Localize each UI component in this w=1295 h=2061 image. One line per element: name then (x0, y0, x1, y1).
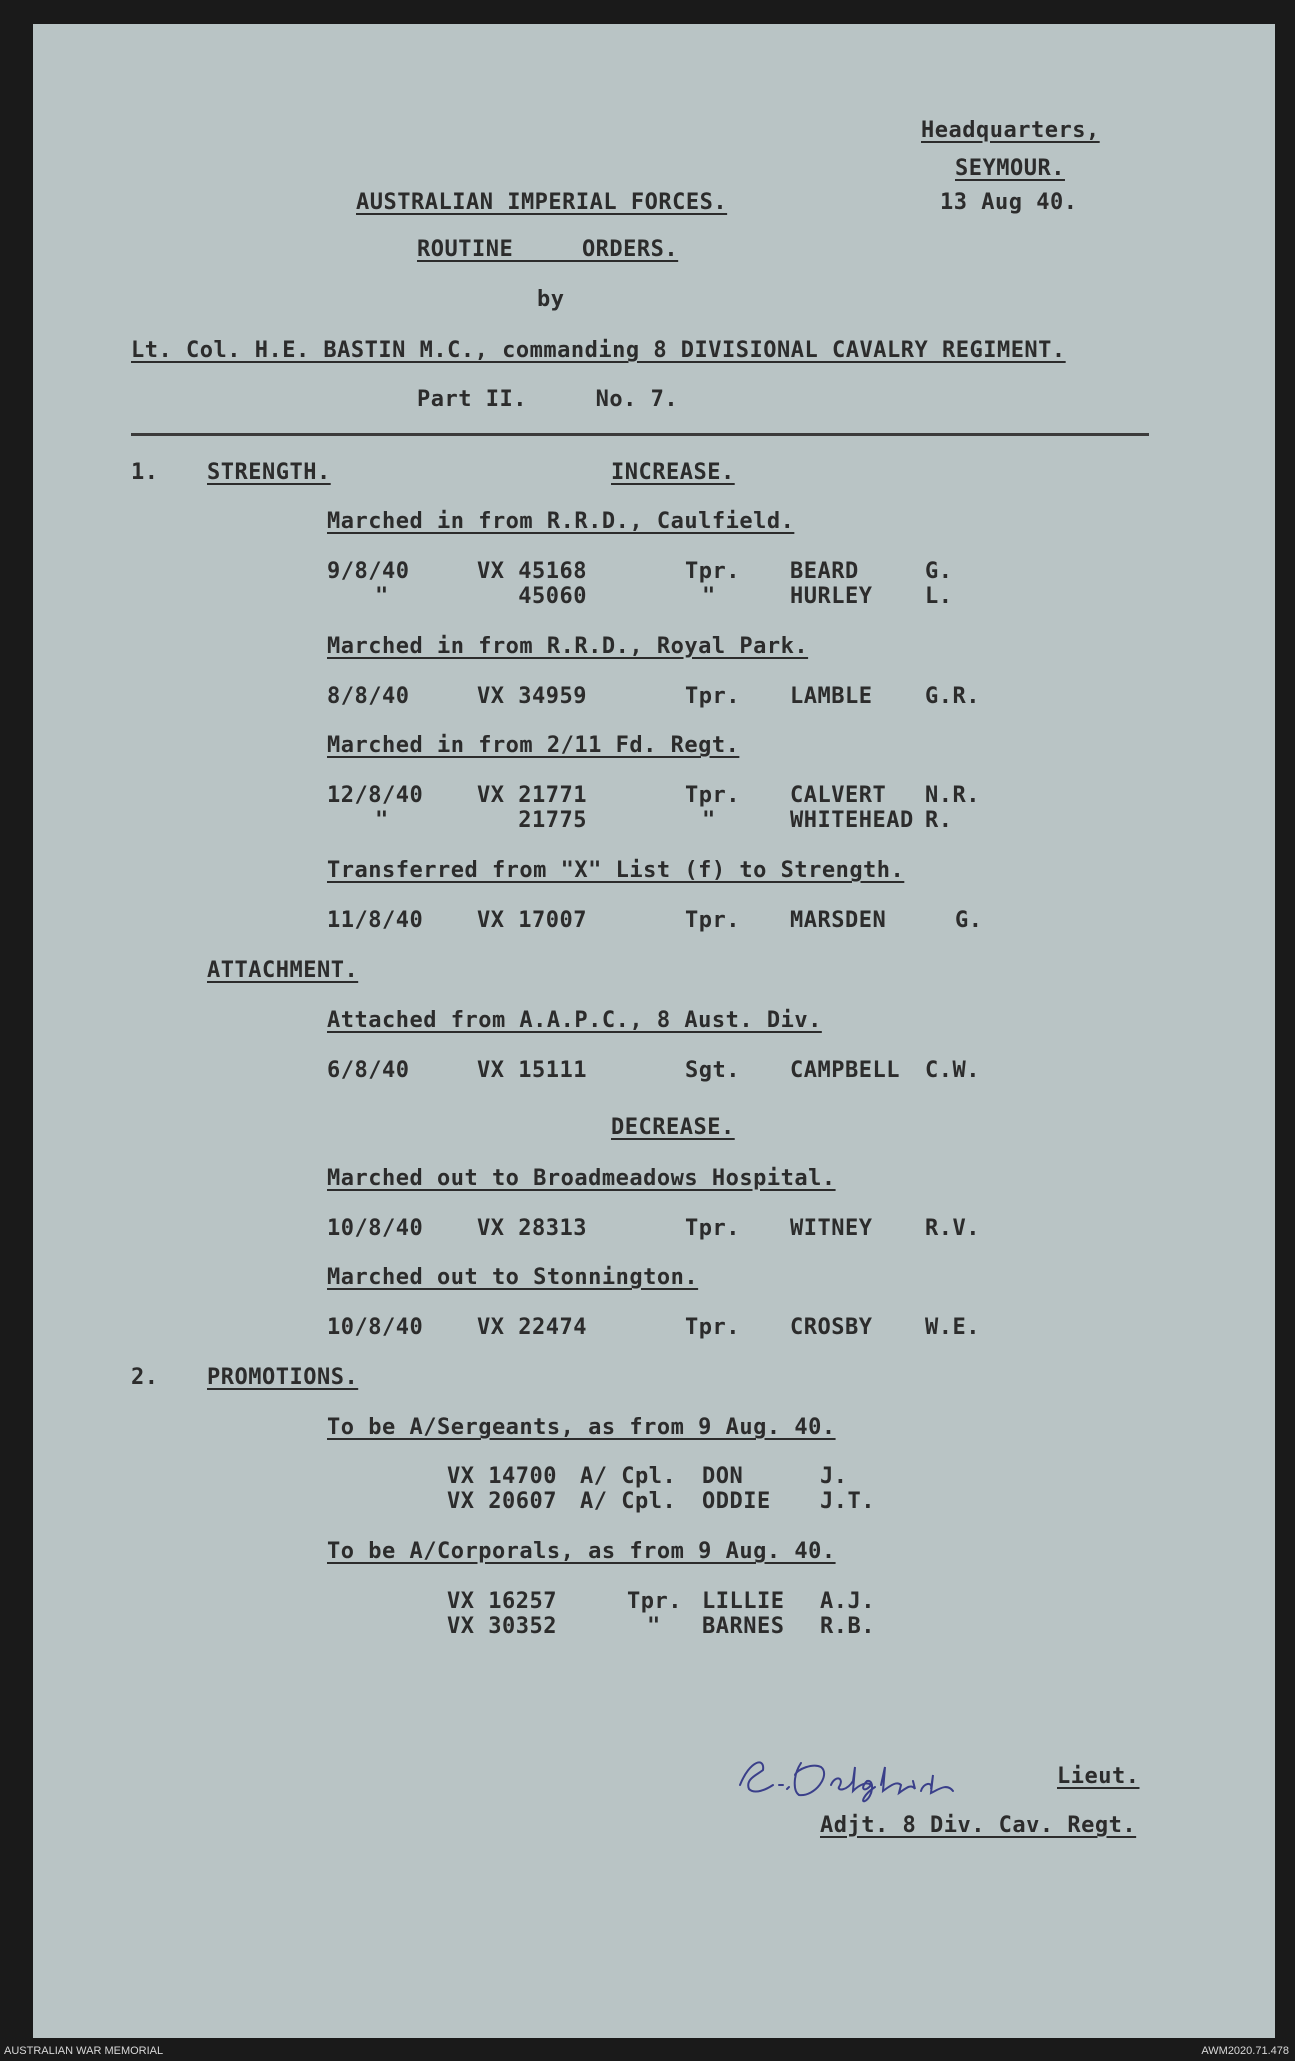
row-number: VX 15111 (477, 1058, 587, 1083)
row-name: HURLEY (790, 584, 873, 609)
header-force: AUSTRALIAN IMPERIAL FORCES. (356, 190, 728, 215)
section-2-number: 2. (131, 1365, 159, 1390)
row-rank: " (647, 1614, 661, 1639)
attachment-heading: ATTACHMENT. (207, 958, 359, 983)
row-number: VX 28313 (477, 1216, 587, 1241)
footer-right: AWM2020.71.478 (1201, 2045, 1289, 2057)
row-initials: W.E. (925, 1315, 980, 1340)
row-initials: C.W. (925, 1058, 980, 1083)
row-date: 10/8/40 (327, 1315, 424, 1340)
row-rank: " (702, 808, 716, 833)
row-rank: Tpr. (685, 559, 740, 584)
row-date: " (375, 584, 389, 609)
decrease-heading: DECREASE. (611, 1115, 735, 1140)
row-rank: " (702, 584, 716, 609)
row-number: VX 17007 (477, 908, 587, 933)
row-initials: R. (925, 808, 953, 833)
row-rank: A/ Cpl. (580, 1464, 677, 1489)
header-title: ROUTINE ORDERS. (417, 237, 679, 262)
row-date: 9/8/40 (327, 559, 410, 584)
strength-heading: STRENGTH. (207, 460, 331, 485)
group-title: Marched out to Stonnington. (327, 1265, 699, 1290)
row-number: VX 45168 (477, 559, 587, 584)
handwritten-signature (735, 1745, 1035, 1805)
row-name: CALVERT (790, 783, 887, 808)
row-name: CROSBY (790, 1315, 873, 1340)
row-date: 12/8/40 (327, 783, 424, 808)
row-rank: Tpr. (685, 783, 740, 808)
row-initials: G. (925, 559, 953, 584)
group-title: Marched in from R.R.D., Caulfield. (327, 509, 795, 534)
row-number: VX 30352 (447, 1614, 557, 1639)
header-hq: Headquarters, (921, 118, 1100, 143)
group-title: Marched in from R.R.D., Royal Park. (327, 634, 809, 659)
row-initials: J.T. (820, 1489, 875, 1514)
row-date: 10/8/40 (327, 1216, 424, 1241)
row-initials: N.R. (925, 783, 980, 808)
row-number: VX 21771 (477, 783, 587, 808)
header-date: 13 Aug 40. (940, 190, 1078, 215)
group-title: Marched in from 2/11 Fd. Regt. (327, 733, 740, 758)
group-title: Transferred from "X" List (f) to Strength. (327, 858, 905, 883)
row-name: DON (702, 1464, 744, 1489)
row-initials: G. (955, 908, 983, 933)
footer-left: AUSTRALIAN WAR MEMORIAL (4, 2045, 164, 2057)
header-commander: Lt. Col. H.E. BASTIN M.C., commanding 8 DIVISIONAL CAVALRY REGIMENT. (131, 338, 1066, 363)
row-name: BARNES (702, 1614, 785, 1639)
row-number: VX 34959 (477, 684, 587, 709)
row-rank: A/ Cpl. (580, 1489, 677, 1514)
header-place: SEYMOUR. (955, 156, 1065, 181)
signature-rank: Lieut. (1057, 1764, 1140, 1789)
row-number: VX 22474 (477, 1315, 587, 1340)
row-rank: Sgt. (685, 1058, 740, 1083)
row-number: VX 16257 (447, 1589, 557, 1614)
row-date: " (375, 808, 389, 833)
row-name: LILLIE (702, 1589, 785, 1614)
row-date: 6/8/40 (327, 1058, 410, 1083)
header-rule (131, 433, 1149, 436)
row-name: MARSDEN (790, 908, 887, 933)
row-date: 8/8/40 (327, 684, 410, 709)
row-name: BEARD (790, 559, 859, 584)
row-initials: L. (925, 584, 953, 609)
row-initials: G.R. (925, 684, 980, 709)
row-rank: Tpr. (685, 684, 740, 709)
row-name: CAMPBELL (790, 1058, 900, 1083)
row-number: 45060 (477, 584, 587, 609)
row-number: VX 20607 (447, 1489, 557, 1514)
row-name: WITNEY (790, 1216, 873, 1241)
row-initials: R.V. (925, 1216, 980, 1241)
header-by: by (537, 287, 565, 312)
row-number: 21775 (477, 808, 587, 833)
row-name: WHITEHEAD (790, 808, 914, 833)
row-initials: R.B. (820, 1614, 875, 1639)
group-title: To be A/Corporals, as from 9 Aug. 40. (327, 1539, 836, 1564)
header-part: Part II. No. 7. (417, 387, 679, 412)
increase-heading: INCREASE. (611, 460, 735, 485)
row-rank: Tpr. (685, 908, 740, 933)
group-title: To be A/Sergeants, as from 9 Aug. 40. (327, 1415, 836, 1440)
section-1-number: 1. (131, 460, 159, 485)
signature-role: Adjt. 8 Div. Cav. Regt. (820, 1813, 1137, 1838)
group-title: Marched out to Broadmeadows Hospital. (327, 1166, 836, 1191)
promotions-heading: PROMOTIONS. (207, 1365, 359, 1390)
row-rank: Tpr. (685, 1216, 740, 1241)
row-rank: Tpr. (627, 1589, 682, 1614)
row-rank: Tpr. (685, 1315, 740, 1340)
row-initials: A.J. (820, 1589, 875, 1614)
group-title: Attached from A.A.P.C., 8 Aust. Div. (327, 1008, 822, 1033)
row-name: LAMBLE (790, 684, 873, 709)
row-name: ODDIE (702, 1489, 771, 1514)
row-number: VX 14700 (447, 1464, 557, 1489)
row-date: 11/8/40 (327, 908, 424, 933)
row-initials: J. (820, 1464, 848, 1489)
